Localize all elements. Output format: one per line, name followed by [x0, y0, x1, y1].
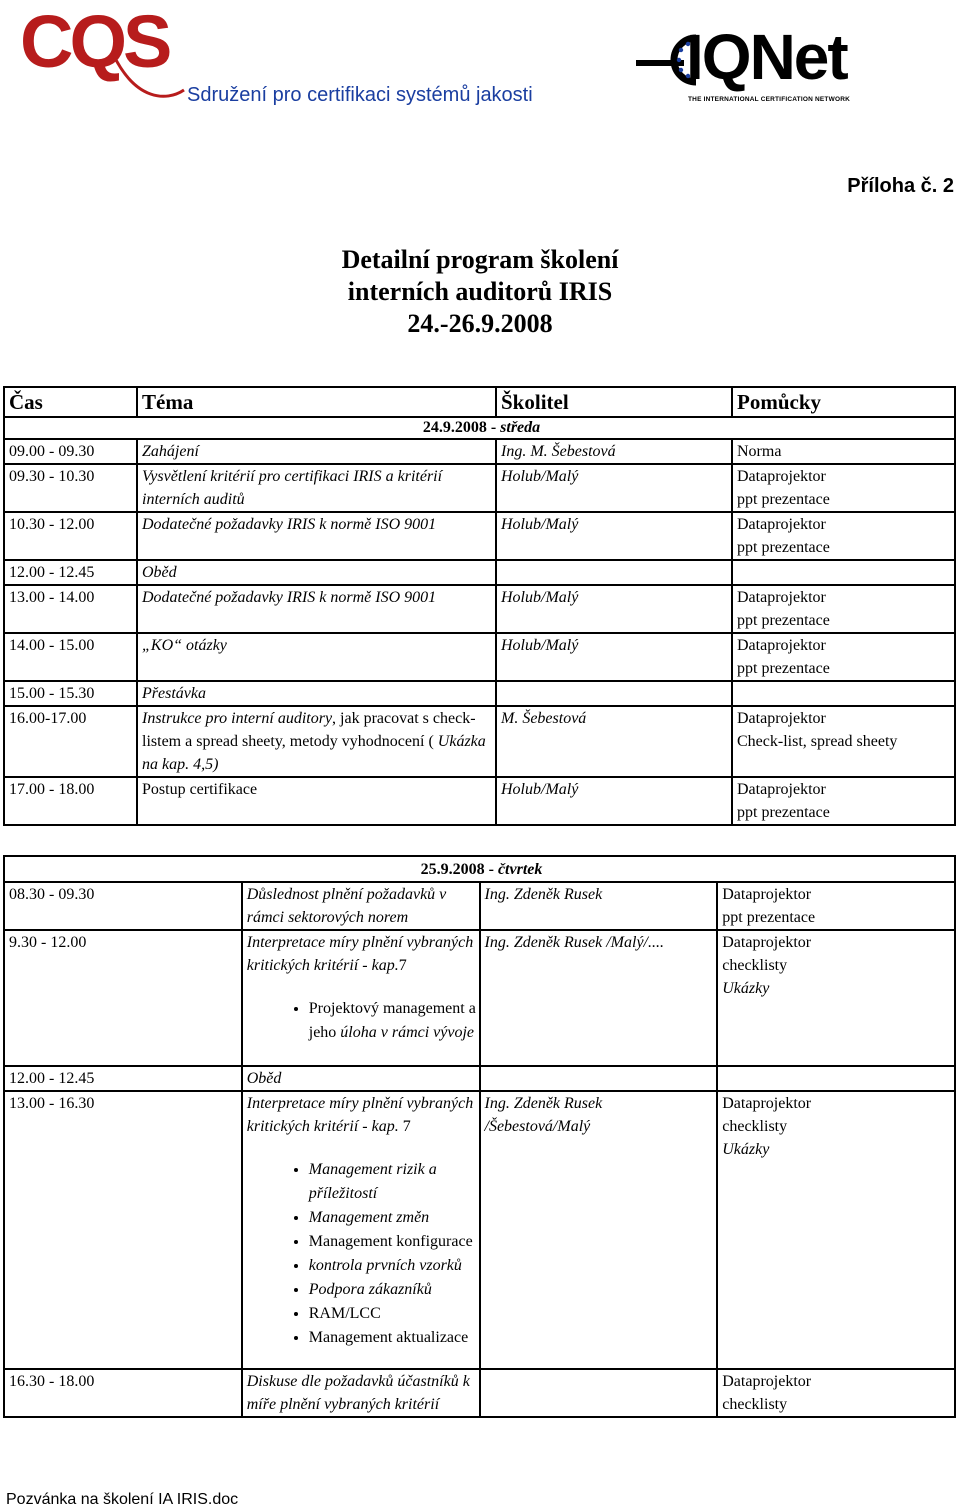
iqnet-subtitle: THE INTERNATIONAL CERTIFICATION NETWORK: [688, 96, 850, 103]
row-topic: Oběd: [242, 1066, 480, 1091]
day-name: čtvrtek: [497, 861, 543, 878]
aid-item: checklisty: [722, 1396, 788, 1413]
row-topic: Vysvětlení kritérií pro certifikaci IRIS a kritérií interních auditů: [137, 464, 496, 512]
aid-item: Dataprojektor: [737, 637, 826, 654]
aid-item: Dataprojektor: [737, 781, 826, 798]
table-row: [4, 512, 955, 560]
aid-item: Check-list, spread sheety: [737, 733, 898, 750]
row-topic: „KO“ otázky: [137, 633, 496, 681]
row-topic: Dodatečné požadavky IRIS k normě ISO 9001: [137, 512, 496, 560]
row-aids: [732, 706, 955, 777]
row-topic: Diskuse dle požadavků účastníků k míře plnění vybraných kritérií: [242, 1369, 480, 1417]
row-lecturer: [480, 1066, 718, 1091]
table-row: [4, 681, 955, 706]
row-time: 16.30 - 18.00: [4, 1369, 242, 1417]
aid-item: ppt prezentace: [722, 909, 816, 926]
row-time: 10.30 - 12.00: [4, 512, 137, 560]
row-time: 13.00 - 14.00: [4, 585, 137, 633]
footer-filename: Pozvánka na školení IA IRIS.doc: [6, 1491, 239, 1508]
row-time: 9.30 - 12.00: [4, 930, 242, 1066]
topic-part: Interpretace míry plnění vybraných kritických kritérií - kap.: [246, 1095, 474, 1135]
topic-part: Ukázka na kap. 4,5): [142, 733, 486, 773]
row-aids: [732, 512, 955, 560]
table-row: [4, 777, 955, 825]
aid-item: Dataprojektor: [722, 1095, 812, 1112]
topic-part: Instrukce pro interní auditory: [142, 710, 333, 727]
row-aids: [732, 681, 955, 706]
aid-item: Dataprojektor: [737, 468, 826, 485]
iqnet-logo-text: IQNet: [686, 21, 847, 93]
list-item-text: Projektový management a jeho: [308, 1000, 476, 1041]
row-time: 12.00 - 12.45: [4, 560, 137, 585]
lecturer-line: /Šebestová/Malý: [484, 1118, 591, 1135]
list-item: • Podpora zákazníků: [309, 1278, 479, 1302]
page-header: [0, 0, 960, 130]
row-topic: Důslednost plnění požadavků v rámci sektorových norem: [242, 882, 480, 930]
topic-part: Interpretace míry plnění vybraných kritických kritérií - kap.: [246, 934, 474, 974]
row-topic: [242, 930, 480, 1066]
row-aids: [717, 1369, 955, 1417]
day-row: [4, 856, 955, 882]
aid-item: ppt prezentace: [737, 491, 830, 508]
row-aids: [717, 1066, 955, 1091]
table-row: [4, 585, 955, 633]
cqs-logo-text: CQS: [20, 0, 169, 83]
row-topic: Dodatečné požadavky IRIS k normě ISO 9001: [137, 585, 496, 633]
title-line-1: Detailní program školení: [341, 245, 619, 274]
title-line-2: interních auditorů IRIS: [347, 277, 613, 306]
row-lecturer: [480, 1091, 718, 1369]
row-topic: Postup certifikace: [137, 777, 496, 825]
row-lecturer: Holub/Malý: [496, 512, 732, 560]
schedule-table-day2: [3, 855, 956, 1418]
table-row: [4, 882, 955, 930]
cqs-swoosh-icon: [106, 50, 186, 105]
row-aids: Norma: [732, 439, 955, 464]
row-time: 17.00 - 18.00: [4, 777, 137, 825]
row-time: 12.00 - 12.45: [4, 1066, 242, 1091]
header-topic: Téma: [137, 387, 496, 417]
table-row: [4, 633, 955, 681]
lecturer-line: Ing. Zdeněk Rusek: [484, 1095, 603, 1112]
document-title: [0, 244, 960, 340]
aid-item: Dataprojektor: [737, 516, 826, 533]
row-aids: [717, 882, 955, 930]
aid-item: checklisty: [722, 1118, 788, 1135]
row-topic: Oběd: [137, 560, 496, 585]
day-date: 24.9.2008 -: [422, 419, 501, 436]
aid-item: Dataprojektor: [722, 1373, 812, 1390]
association-name: Sdružení pro certifikaci systémů jakosti: [187, 84, 533, 106]
table-row: [4, 439, 955, 464]
header-time: Čas: [4, 387, 137, 417]
row-time: 09.30 - 10.30: [4, 464, 137, 512]
row-lecturer: [480, 1369, 718, 1417]
table-header-row: [4, 387, 955, 417]
table-row: [4, 706, 955, 777]
aid-item: ppt prezentace: [737, 539, 830, 556]
row-aids: [732, 464, 955, 512]
header-lecturer: Školitel: [496, 387, 732, 417]
list-item-text: úloha v rámci vývoje: [340, 1024, 475, 1041]
row-lecturer: M. Šebestová: [496, 706, 732, 777]
topic-list: [247, 997, 479, 1045]
aid-item: Dataprojektor: [737, 710, 826, 727]
day-name: středa: [500, 419, 541, 436]
row-time: 14.00 - 15.00: [4, 633, 137, 681]
table-row: [4, 930, 955, 1066]
day-heading: [4, 417, 955, 439]
row-lecturer: Ing. Zdeněk Rusek /Malý/....: [480, 930, 718, 1066]
aid-item: ppt prezentace: [737, 612, 830, 629]
table-row: [4, 1369, 955, 1417]
row-aids: [717, 1091, 955, 1369]
day-row: [4, 417, 955, 439]
row-lecturer: Holub/Malý: [496, 633, 732, 681]
row-time: 16.00-17.00: [4, 706, 137, 777]
list-item: • Management konfigurace: [309, 1230, 479, 1254]
row-aids: [732, 777, 955, 825]
table-row: [4, 1066, 955, 1091]
list-item: [309, 997, 479, 1045]
topic-number: 7: [398, 957, 407, 974]
title-line-3: 24.-26.9.2008: [407, 309, 553, 338]
row-topic: Přestávka: [137, 681, 496, 706]
aid-item: Ukázky: [722, 1141, 770, 1158]
row-lecturer: Holub/Malý: [496, 585, 732, 633]
row-lecturer: Ing. M. Šebestová: [496, 439, 732, 464]
day-heading: [4, 856, 955, 882]
topic-part: , jak pracovat s check-listem a spread sheety, metody vyhodnocení (: [142, 710, 476, 750]
aid-item: checklisty: [722, 957, 788, 974]
row-aids: [732, 560, 955, 585]
row-time: 09.00 - 09.30: [4, 439, 137, 464]
row-lecturer: Holub/Malý: [496, 777, 732, 825]
row-lecturer: Holub/Malý: [496, 464, 732, 512]
aid-item: Dataprojektor: [737, 589, 826, 606]
row-topic: [137, 706, 496, 777]
row-time: 13.00 - 16.30: [4, 1091, 242, 1369]
schedule-table-day1: [3, 386, 956, 826]
row-topic: Zahájení: [137, 439, 496, 464]
aid-item: ppt prezentace: [737, 660, 830, 677]
row-aids: [717, 930, 955, 1066]
table-row: [4, 560, 955, 585]
row-topic: [242, 1091, 480, 1369]
row-aids: [732, 633, 955, 681]
list-item: • Management změn: [309, 1206, 479, 1230]
header-aids: Pomůcky: [732, 387, 955, 417]
day-date: 25.9.2008 -: [420, 861, 498, 878]
table-row: [4, 464, 955, 512]
topic-list: [247, 1158, 479, 1350]
row-aids: [732, 585, 955, 633]
aid-item: ppt prezentace: [737, 804, 830, 821]
topic-number: 7: [398, 1118, 411, 1135]
aid-item: Dataprojektor: [722, 886, 812, 903]
annex-label: Příloha č. 2: [847, 175, 954, 197]
row-lecturer: Ing. Zdeněk Rusek: [480, 882, 718, 930]
row-time: 08.30 - 09.30: [4, 882, 242, 930]
list-item: • kontrola prvních vzorků: [309, 1254, 479, 1278]
cqs-logo: [10, 0, 185, 105]
aid-item: Dataprojektor: [722, 934, 812, 951]
list-item: • RAM/LCC: [309, 1302, 479, 1326]
row-lecturer: [496, 560, 732, 585]
iqnet-logo: [636, 22, 936, 112]
list-item: • Management aktualizace: [309, 1326, 479, 1350]
row-lecturer: [496, 681, 732, 706]
list-item: • Management rizik a příležitostí: [309, 1158, 479, 1206]
row-time: 15.00 - 15.30: [4, 681, 137, 706]
table-row: [4, 1091, 955, 1369]
aid-item: Ukázky: [722, 980, 770, 997]
